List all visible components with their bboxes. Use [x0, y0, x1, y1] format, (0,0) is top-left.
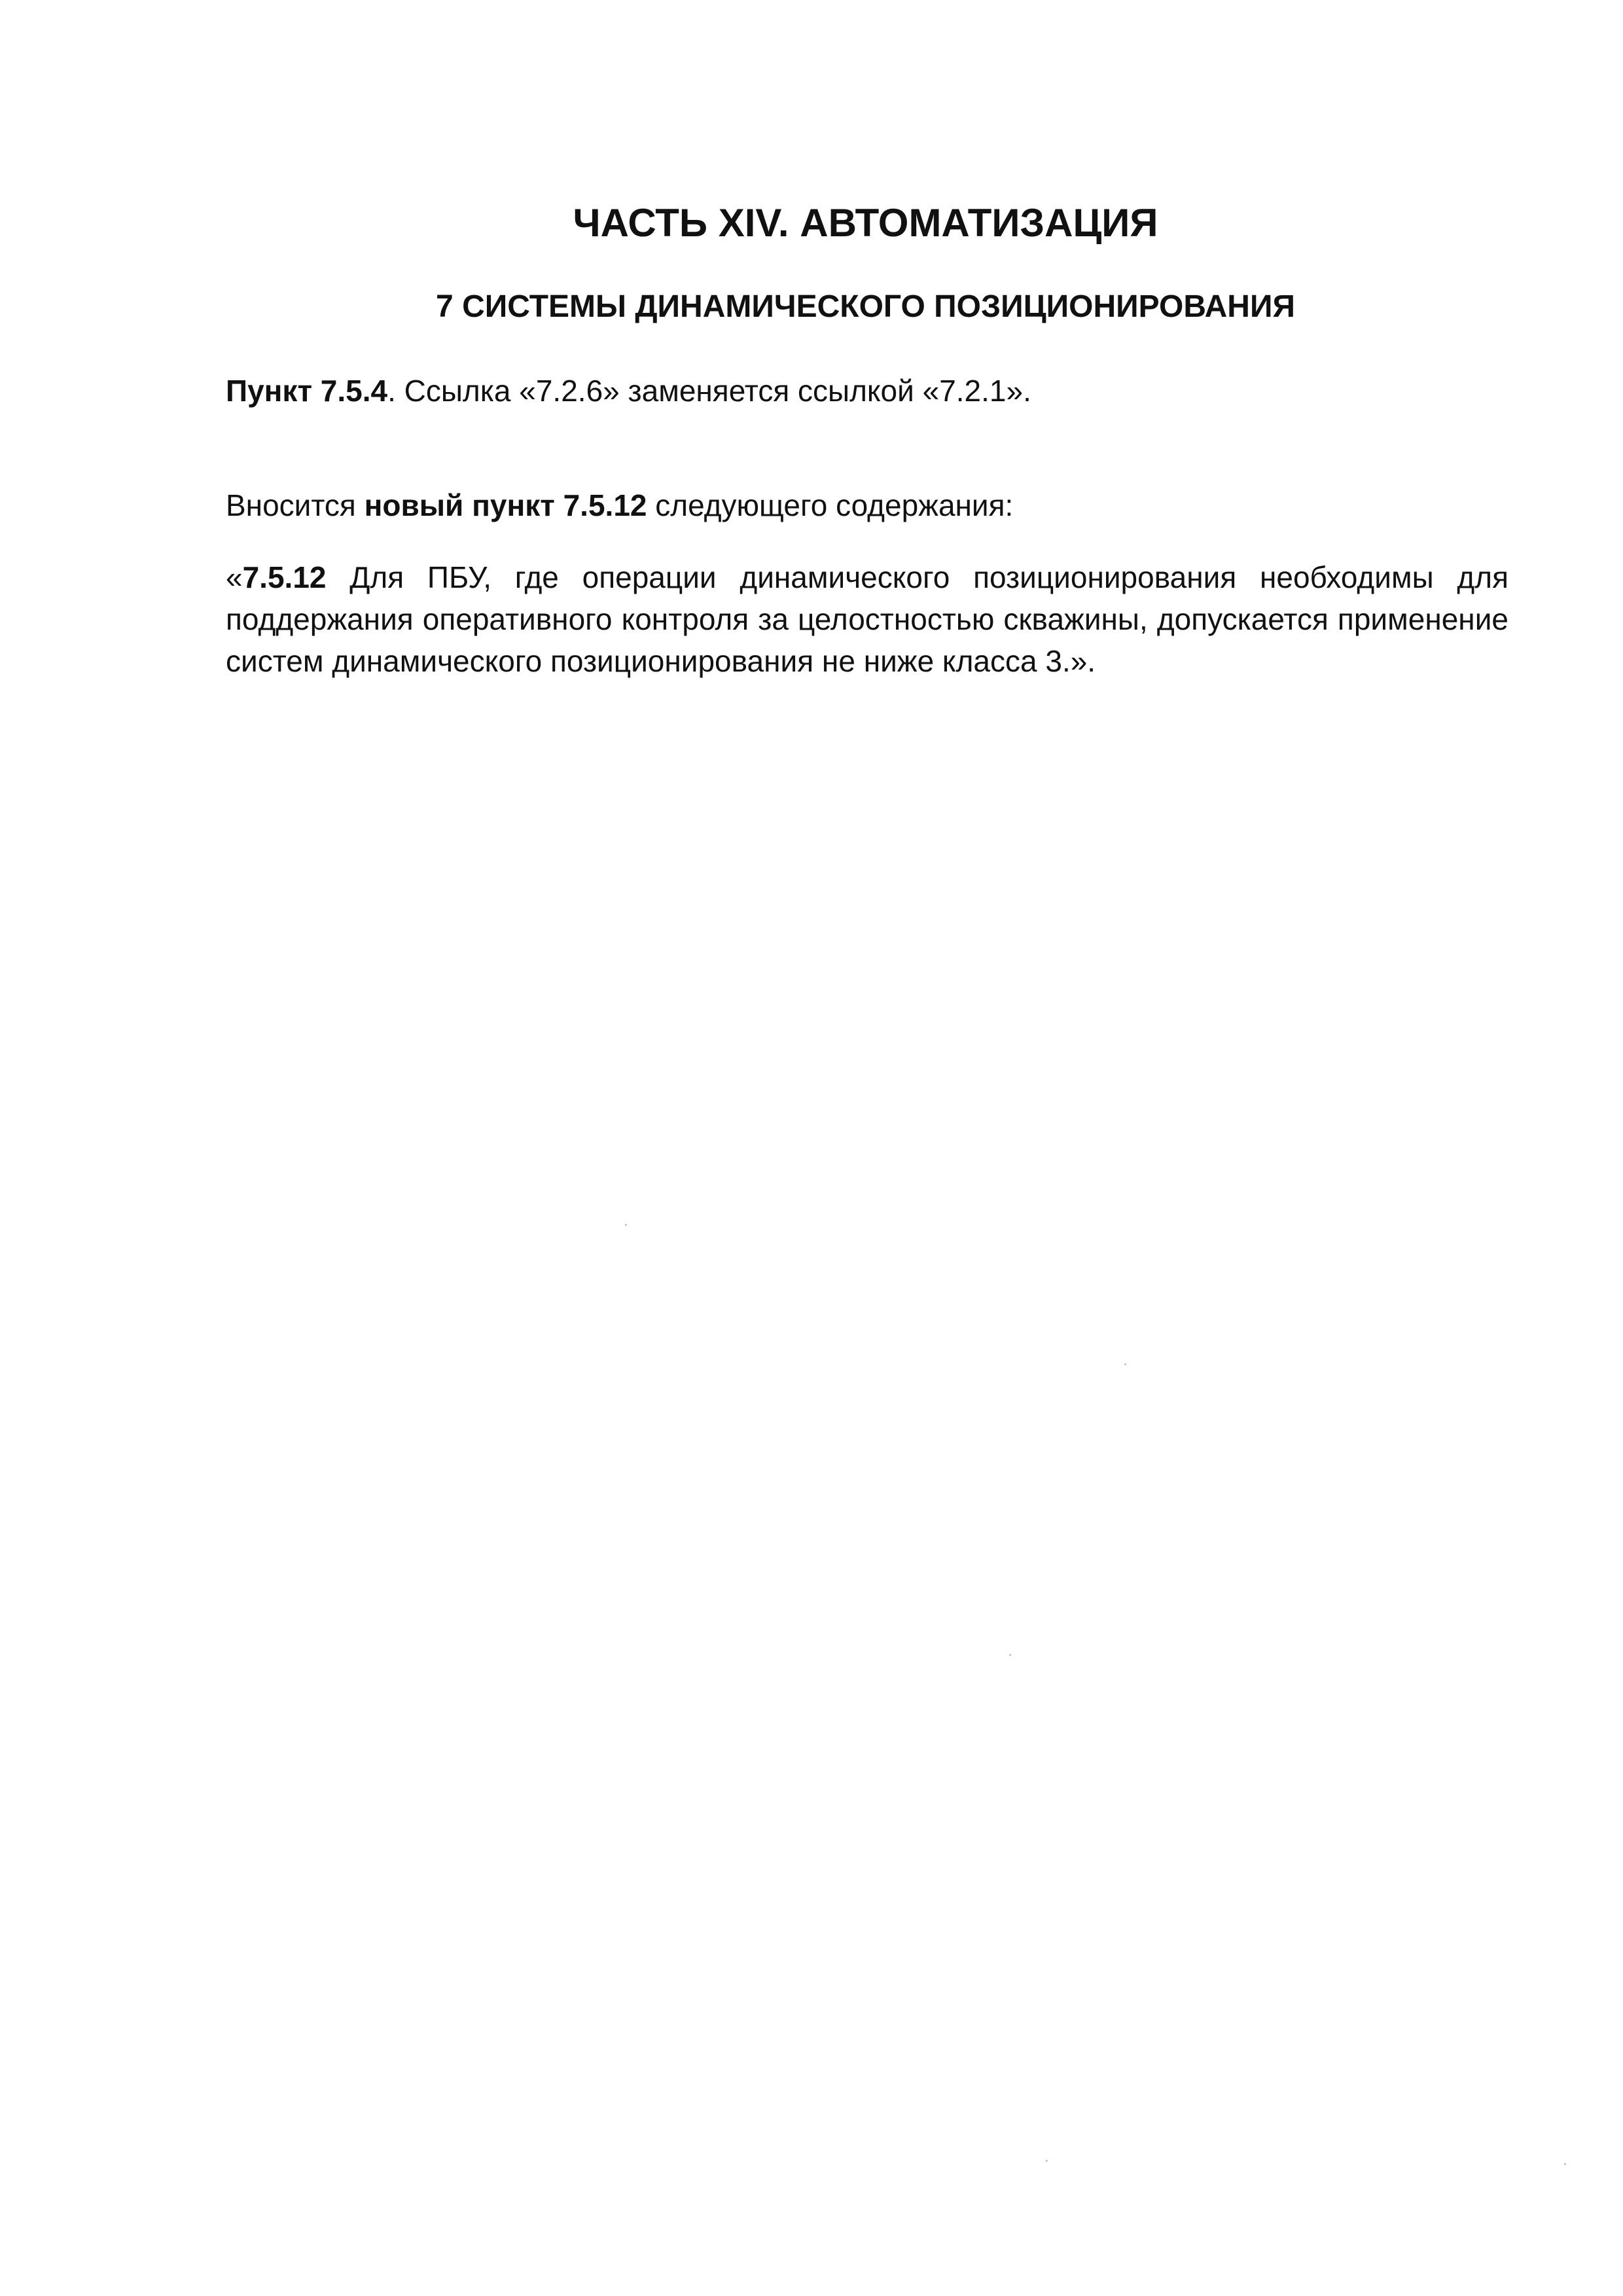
new-clause-paragraph: [226, 556, 1508, 682]
amendment-paragraph-1: [226, 370, 1508, 412]
scan-speck: [1564, 2163, 1566, 2165]
new-clause-reference: новый пункт 7.5.12: [364, 488, 647, 522]
amendment-text: . Ссылка «7.2.6» заменяется ссылкой «7.2.1».: [387, 374, 1031, 408]
new-clause-number: 7.5.12: [242, 560, 327, 594]
amendment-paragraph-2: [226, 484, 1508, 526]
scan-speck: [1046, 2160, 1048, 2162]
clause-reference: Пункт 7.5.4: [226, 374, 388, 408]
scan-speck: [625, 1224, 627, 1226]
section-title: 7 СИСТЕМЫ ДИНАМИЧЕСКОГО ПОЗИЦИОНИРОВАНИЯ: [436, 289, 1295, 324]
amendment-outro: следующего содержания:: [647, 488, 1014, 522]
scan-speck: [1124, 1363, 1126, 1365]
scan-speck: [1009, 1654, 1011, 1656]
part-title: ЧАСТЬ XIV. АВТОМАТИЗАЦИЯ: [573, 201, 1158, 245]
open-quote: «: [226, 560, 243, 594]
amendment-intro: Вносится: [226, 488, 365, 522]
new-clause-text: Для ПБУ, где операции динамического позиционирования необходимы для поддержания оперативного контроля за целостностью скважины, допускается применение систем динамического позиционирования не ниже класса 3.».: [226, 560, 1508, 678]
